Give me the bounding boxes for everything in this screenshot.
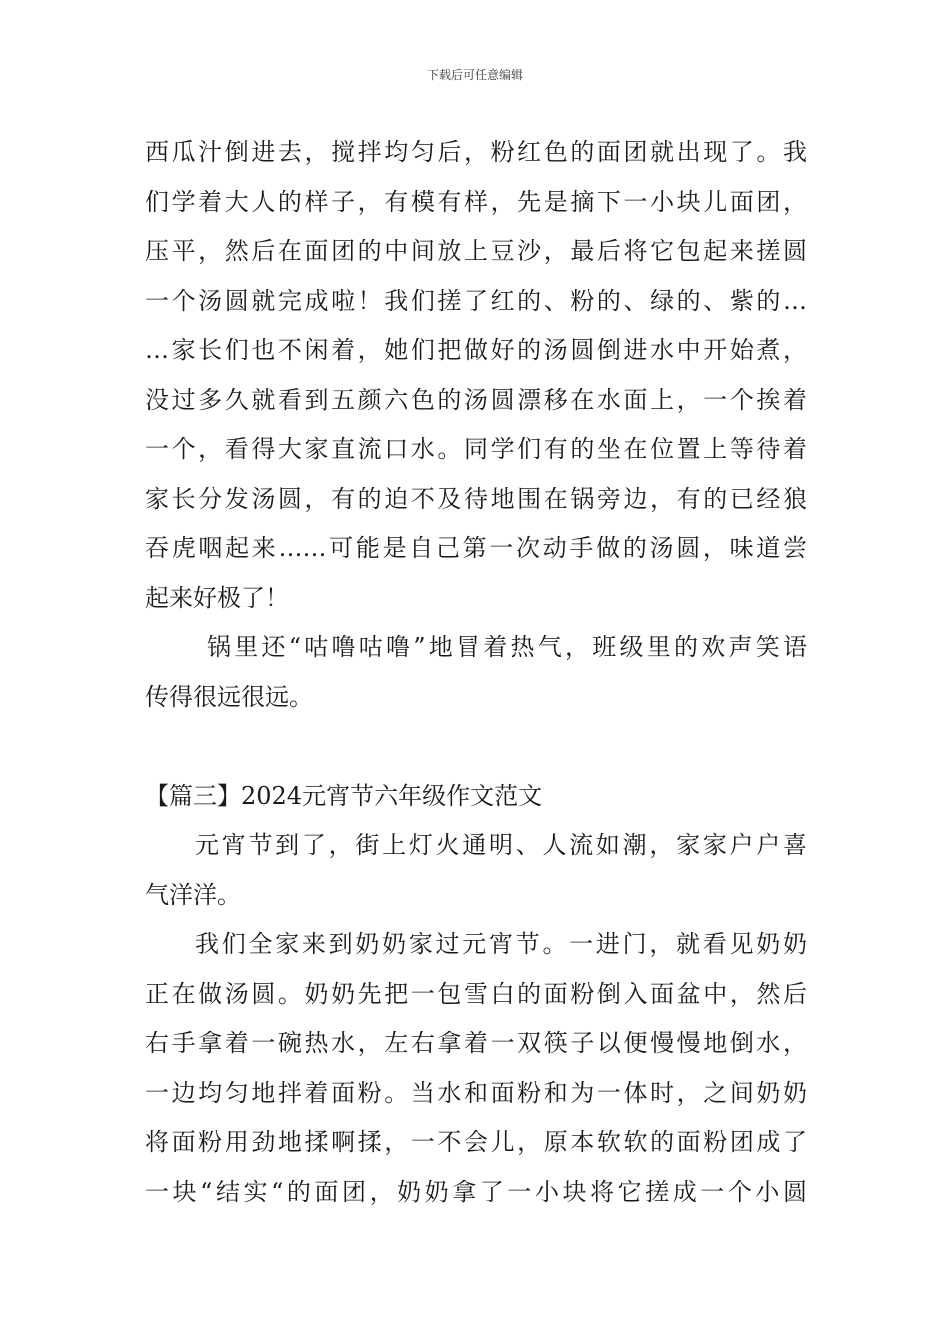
text-line: 传得很远很远。 xyxy=(145,682,313,711)
text-line: 一个，看得大家直流口水。同学们有的坐在位置上等待着 xyxy=(145,435,807,463)
text-line: …家长们也不闲着，她们把做好的汤圆倒进水中开始煮， xyxy=(145,336,807,364)
page-header-note: 下载后可任意编辑 xyxy=(426,68,523,82)
text-line: 一边均匀地拌着面粉。当水和面粉和为一体时，之间奶奶 xyxy=(145,1078,807,1107)
text-line: 压平，然后在面团的中间放上豆沙，最后将它包起来搓圆 xyxy=(145,237,807,265)
text-line: 元宵节到了，街上灯火通明、人流如潮，家家户户喜 xyxy=(195,831,807,859)
section-spacer xyxy=(145,722,807,772)
text-line: 没过多久就看到五颜六色的汤圆漂移在水面上，一个挨着 xyxy=(145,385,807,414)
text-line: 锅里还“咕噜咕噜”地冒着热气，班级里的欢声笑语 xyxy=(207,633,807,661)
text-line: 一块“结实“的面团，奶奶拿了一小块将它搓成一个小圆 xyxy=(145,1177,807,1206)
text-line: 起来好极了！ xyxy=(145,583,289,612)
text-line: 右手拿着一碗热水，左右拿着一双筷子以便慢慢地倒水， xyxy=(145,1029,807,1057)
section-one-paragraph xyxy=(145,128,807,623)
text-line: 正在做汤圆。奶奶先把一包雪白的面粉倒入面盆中，然后 xyxy=(145,979,807,1008)
section-three-paragraph-one xyxy=(145,821,807,920)
text-line: 我们全家来到奶奶家过元宵节。一进门，就看见奶奶 xyxy=(195,930,807,958)
text-line: 吞虎咽起来……可能是自己第一次动手做的汤圆，味道尝 xyxy=(145,534,807,562)
section-three-paragraph-two xyxy=(145,920,807,1217)
document-body xyxy=(145,128,807,1217)
text-line: 西瓜汁倒进去，搅拌均匀后，粉红色的面团就出现了。我 xyxy=(145,138,807,166)
text-line: 们学着大人的样子，有模有样，先是摘下一小块儿面团， xyxy=(145,187,807,216)
text-line: 将面粉用劲地揉啊揉，一不会儿，原本软软的面粉团成了 xyxy=(145,1128,807,1156)
section-one-closing-paragraph xyxy=(145,623,807,722)
text-line: 气洋洋。 xyxy=(145,880,241,909)
section-heading: 【篇三】2024元宵节六年级作文范文 xyxy=(145,781,543,810)
text-line: 一个汤圆就完成啦！我们搓了红的、粉的、绿的、紫的… xyxy=(145,286,807,315)
text-line: 家长分发汤圆，有的迫不及待地围在锅旁边，有的已经狼 xyxy=(145,484,807,513)
